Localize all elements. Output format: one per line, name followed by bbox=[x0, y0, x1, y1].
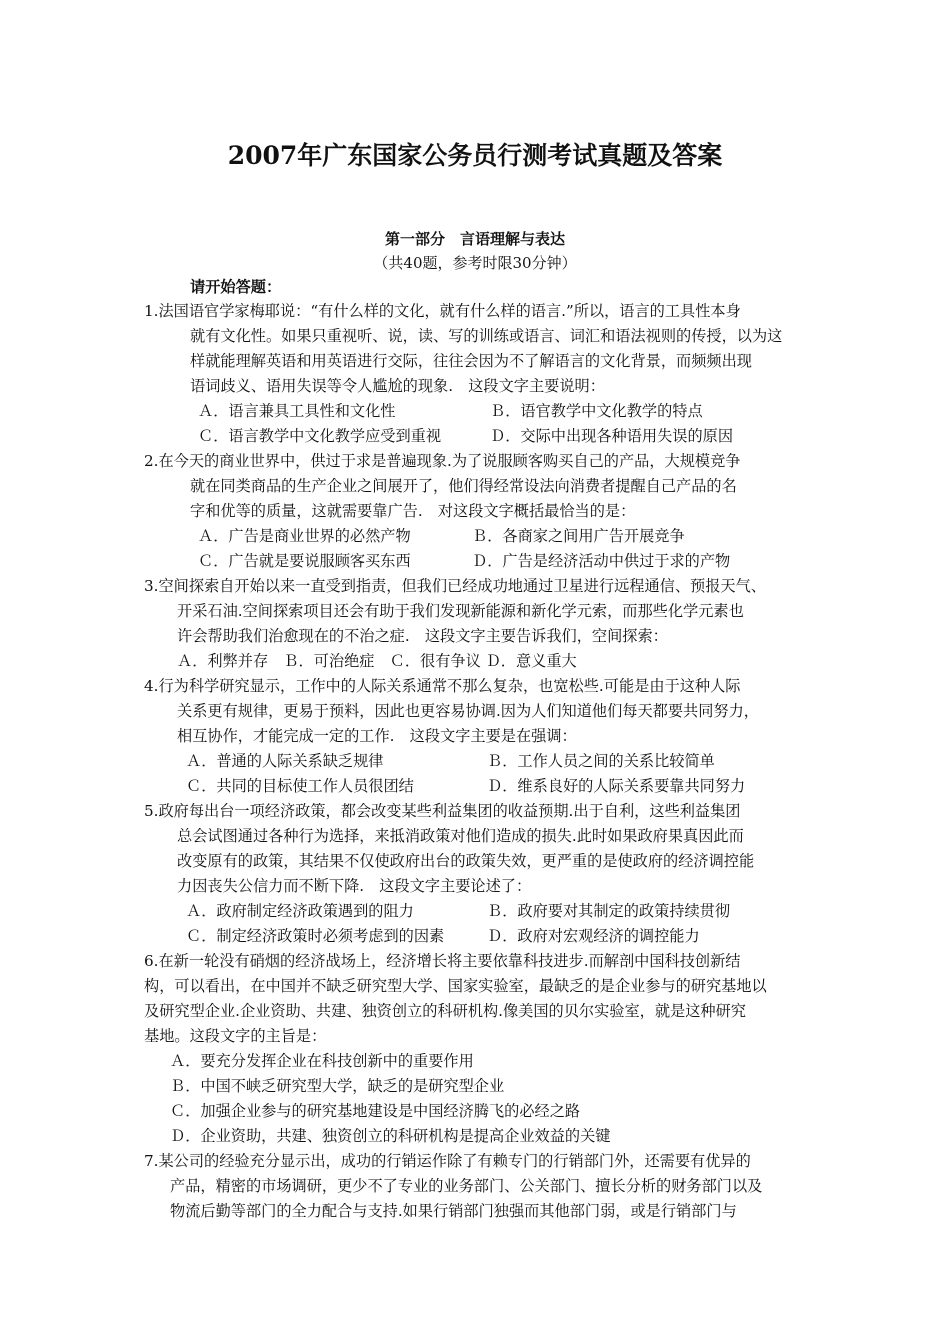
instruction-text: 请开始答题： bbox=[190, 278, 282, 296]
q6-line-4: 基地。这段文字的主旨是： bbox=[144, 1027, 327, 1045]
q2-option-c: Ｃ．广告就是要说服顾客买东西 bbox=[198, 552, 411, 570]
q2-option-a: Ａ．广告是商业世界的必然产物 bbox=[198, 527, 411, 545]
q5-option-a: Ａ．政府制定经济政策遇到的阻力 bbox=[186, 902, 414, 920]
q3-options: Ａ．利弊并存 Ｂ．可治绝症 Ｃ．很有争议 Ｄ．意义重大 bbox=[177, 652, 577, 670]
q5-option-c: Ｃ．制定经济政策时必须考虑到的因素 bbox=[186, 927, 445, 945]
q1-line-2: 就有文化性。如果只重视听、说，读、写的训练或语言、词汇和语法视则的传授，以为这 bbox=[190, 327, 783, 345]
q5-option-d: Ｄ．政府对宏观经济的调控能力 bbox=[487, 927, 700, 945]
q6-line-3: 及研究型企业.企业资助、共建、独资创立的科研机构.像美国的贝尔实验室，就是这种研究 bbox=[144, 1002, 746, 1020]
q7-line-1: 7.某公司的经验充分显示出，成功的行销运作除了有赖专门的行销部门外，还需要有优异的 bbox=[144, 1152, 751, 1170]
q1-line-4: 语词歧义、语用失误等令人尴尬的现象. 这段文字主要说明： bbox=[190, 377, 605, 395]
q5-line-2: 总会试图通过各种行为选择，来抵消政策对他们造成的损失.此时如果政府果真因此而 bbox=[177, 827, 744, 845]
section-title: 第一部分 言语理解与表达 bbox=[384, 230, 565, 248]
q1-option-a: Ａ．语言兼具工具性和文化性 bbox=[198, 402, 396, 420]
q2-line-1: 2.在今天的商业世界中，供过于求是普遍现象.为了说服顾客购买自己的产品，大规模竞争 bbox=[144, 452, 741, 470]
q5-option-b: Ｂ．政府要对其制定的政策持续贯彻 bbox=[487, 902, 730, 920]
q1-line-3: 样就能理解英语和用英语进行交际，往往会因为不了解语言的文化背景，而频频出现 bbox=[190, 352, 752, 370]
q2-option-d: Ｄ．广告是经济活动中供过于求的产物 bbox=[472, 552, 731, 570]
q4-option-b: Ｂ．工作人员之间的关系比较简单 bbox=[487, 752, 715, 770]
q1-option-c: Ｃ．语言教学中文化教学应受到重视 bbox=[198, 427, 441, 445]
q3-line-2: 开采石油.空间探索项目还会有助于我们发现新能源和新化学元索，而那些化学元素也 bbox=[177, 602, 744, 620]
q5-line-4: 力因丧失公信力而不断下降. 这段文字主要论述了： bbox=[177, 877, 532, 895]
q4-option-d: Ｄ．维系良好的人际关系要靠共同努力 bbox=[487, 777, 746, 795]
q1-option-b: Ｂ．语官教学中文化教学的特点 bbox=[490, 402, 703, 420]
q6-option-a: Ａ．要充分发挥企业在科技创新中的重要作用 bbox=[170, 1052, 474, 1070]
q2-line-2: 就在同类商品的生产企业之间展开了，他们得经常设法向消费者提醒自己产品的名 bbox=[190, 477, 737, 495]
q4-option-c: Ｃ．共同的目标使工作人员很团结 bbox=[186, 777, 414, 795]
q4-line-2: 关系更有规律，更易于预料，因此也更容易协调.因为人们知道他们每天都要共同努力， bbox=[177, 702, 759, 720]
q3-line-1: 3.空间探索自开始以来一直受到指责，但我们已经成功地通过卫星进行远程通信、预报天气、 bbox=[144, 577, 766, 595]
q4-line-3: 相互协作，才能完成一定的工作. 这段文字主要是在强调： bbox=[177, 727, 577, 745]
document-title: 2007年广东国家公务员行测考试真题及答案 bbox=[227, 141, 723, 170]
q1-line-1: 1.法国语官学家梅耶说：“有什么样的文化，就有什么样的语言.”所以，语言的工具性本身 bbox=[144, 302, 741, 320]
q6-line-1: 6.在新一轮没有硝烟的经济战场上，经济增长将主要依靠科技进步.而解剖中国科技创新结 bbox=[144, 952, 741, 970]
q3-line-3: 许会帮助我们治愈现在的不治之症. 这段文字主要告诉我们，空间探索： bbox=[177, 627, 668, 645]
q6-option-d: Ｄ．企业资助，共建、独资创立的科研机构是提高企业效益的关键 bbox=[170, 1127, 611, 1145]
q1-option-d: Ｄ．交际中出现各种语用失误的原因 bbox=[490, 427, 733, 445]
q2-option-b: Ｂ．各商家之间用广告开展竞争 bbox=[472, 527, 685, 545]
q5-line-3: 改变原有的政策，其结果不仅使政府出台的政策失效，更严重的是使政府的经济调控能 bbox=[177, 852, 755, 870]
q7-line-2: 产品，精密的市场调研，更少不了专业的业务部门、公关部门、擅长分析的财务部门以及 bbox=[170, 1177, 763, 1195]
q5-line-1: 5.政府每出台一项经济政策，都会改变某些利益集团的收益预期.出于自利，这些利益集团 bbox=[144, 802, 741, 820]
q6-line-2: 构，可以看出，在中国并不缺乏研究型大学、国家实验室，最缺乏的是企业参与的研究基地以 bbox=[144, 977, 767, 995]
q7-line-3: 物流后勤等部门的全力配合与支持.如果行销部门独强而其他部门弱，或是行销部门与 bbox=[170, 1202, 737, 1220]
q2-line-3: 字和优等的质量，这就需要靠广告. 对这段文字概括最恰当的是： bbox=[190, 502, 636, 520]
q4-option-a: Ａ．普通的人际关系缺乏规律 bbox=[186, 752, 384, 770]
q6-option-b: Ｂ．中国不峡乏研究型大学，缺乏的是研究型企业 bbox=[170, 1077, 505, 1095]
section-subtitle: （共40题，参考时限30分钟） bbox=[373, 254, 577, 272]
q6-option-c: Ｃ．加强企业参与的研究基地建设是中国经济腾飞的必经之路 bbox=[170, 1102, 581, 1120]
q4-line-1: 4.行为科学研究显示，工作中的人际关系通常不那么复杂，也宽松些.可能是由于这种人际 bbox=[144, 677, 741, 695]
